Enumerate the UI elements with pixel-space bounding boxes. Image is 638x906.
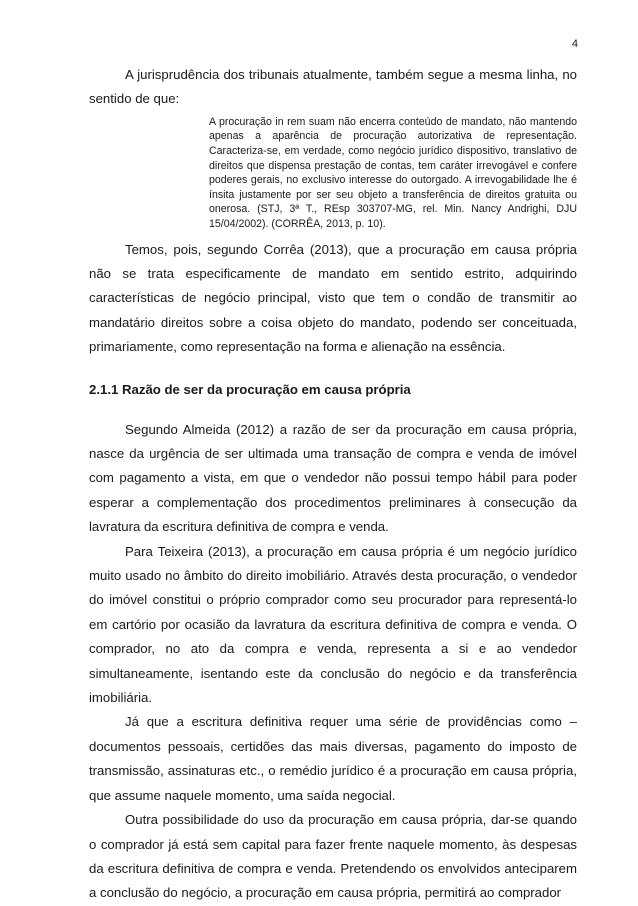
intro-paragraph: A jurisprudência dos tribunais atualmente, também segue a mesma linha, no sentido de que: bbox=[89, 67, 577, 107]
page-body bbox=[89, 63, 577, 906]
body-paragraph: Temos, pois, segundo Corrêa (2013), que a procuração em causa própria não se trata especificamente de mandato em sentido estrito, adquirindo características de negócio principal, visto que tem o condão de transmitir ao mandatário direitos sobre a coisa objeto do mandato, podendo ser conceituada, primariamente, como representação na forma e alienação na essência. bbox=[89, 241, 577, 355]
section-paragraph-4: Outra possibilidade do uso da procuração em causa própria, dar-se quando o comprador já está sem capital para fazer frente naquele momento, às despesas da escritura definitiva de compra e venda. Pretendendo os envolvidos anteciparem a conclusão do negócio, a procuração em causa própria, permitirá ao comprador bbox=[89, 812, 577, 901]
block-quote: A procuração in rem suam não encerra conteúdo de mandato, não mantendo apenas a aparência de procuração autorizativa de representação. Caracteriza-se, em verdade, como negócio jurídico dispositivo, translativo de direitos que dispensa prestação de contas, tem caráter irrevogável e confere poderes gerais, no exclusivo interesse do outorgado. A irrevogabilidade lhe é ínsita justamente por ser seu objeto a transferência de direitos gratuita ou onerosa. (STJ, 3ª T., REsp 303707-MG, rel. Min. Nancy Andrighi, DJU 15/04/2002). (CORRÊA, 2013, p. 10). bbox=[209, 115, 577, 230]
section-paragraph-3: Já que a escritura definitiva requer uma série de providências como – documentos pessoais, certidões das mais diversas, pagamento do imposto de transmissão, assinaturas etc., o remédio jurídico é a procuração em causa própria, que assume naquele momento, uma saída negocial. bbox=[89, 714, 577, 803]
section-paragraph-2: Para Teixeira (2013), a procuração em causa própria é um negócio jurídico muito usado no âmbito do direito imobiliário. Através desta procuração, o vendedor do imóvel constitui o próprio comprador como seu procurador para representá-lo em cartório por ocasião da lavratura da escritura definitiva de compra e venda. O comprador, no ato da compra e venda, representa a si e ao vendedor simultaneamente, isentando este da conclusão do negócio e da transferência imobiliária. bbox=[89, 543, 577, 706]
section-heading: 2.1.1 Razão de ser da procuração em causa própria bbox=[89, 381, 411, 397]
section-paragraph-1: Segundo Almeida (2012) a razão de ser da procuração em causa própria, nasce da urgência de ser ultimada uma transação de compra e venda de imóvel com pagamento a vista, em que o vendedor não possui tempo hábil para poder esperar a complementação dos procedimentos preliminares à consecução da lavratura da escritura definitiva de compra e venda. bbox=[89, 421, 577, 535]
page-number: 4 bbox=[571, 38, 578, 50]
